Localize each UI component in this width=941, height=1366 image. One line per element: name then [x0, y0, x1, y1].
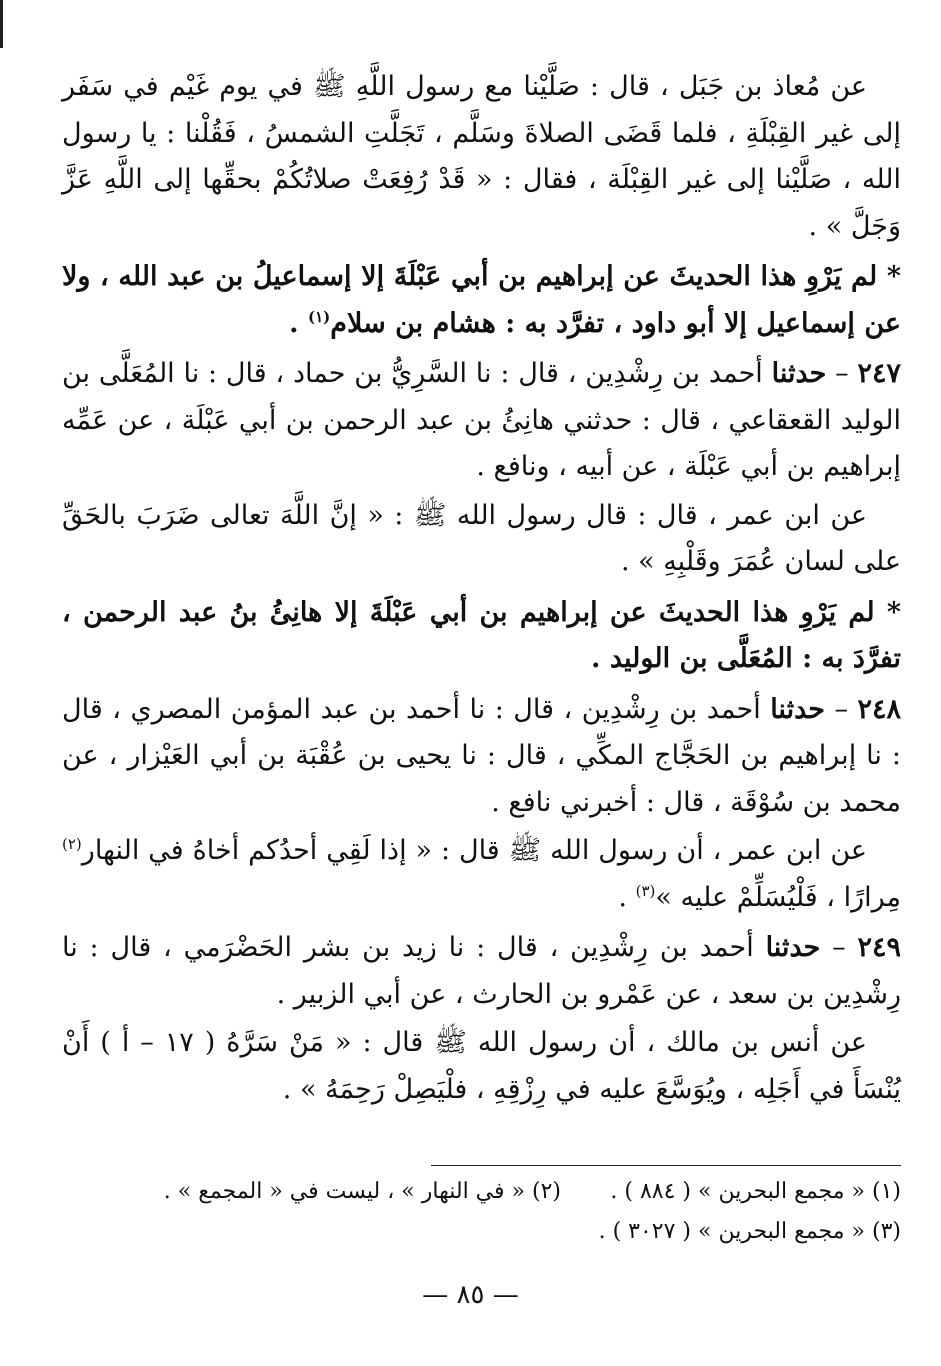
footnote-text: « في النهار » ، ليست في « المجمع » . — [163, 1179, 525, 1204]
footnote-text: « مجمع البحرين » ( ٨٨٤ ) . — [610, 1179, 865, 1204]
isnad-lead: حدثنا — [765, 932, 821, 963]
isnad-text: أحمد بن رِشْدِين ، قال : نا السَّرِيُّ بن حماد ، قال : نا المُعَلَّى بن الوليد القعقاعي ، قال : حدثني هانِئُ بن عبد الرحمن بن أبي عَبْلَة ، عن عَمِّه إبراهيم بن أبي عَبْلَة ، عن أبيه ، ونافع . — [62, 358, 901, 482]
footnotes — [62, 1172, 901, 1252]
hadith-number: ٢٤٨ — [857, 693, 901, 725]
isnad-lead: حدثنا — [770, 693, 825, 725]
dash: – — [832, 932, 846, 963]
hadith-isnad — [62, 925, 901, 1018]
matn-text-continued: مِرارًا ، فَلْيُسَلِّمْ عليه » — [655, 881, 901, 913]
hadith-number: ٢٤٧ — [857, 358, 901, 389]
hadith-isnad — [62, 351, 901, 491]
matn-paragraph — [62, 828, 901, 921]
editor-note — [62, 590, 901, 683]
matn-text: عن أنس بن مالك ، أن رسول الله ﷺ قال : « مَنْ سَرَّهُ ( ١٧ – أ ) أَنْ يُنْسَأَ في أَجَلِه ، ويُوَسَّعَ عليه في رِزْقِهِ ، فلْيَصِلْ رَحِمَهُ » . — [62, 1027, 901, 1105]
footnote-text: « مجمع البحرين » ( ٣٠٢٧ ) . — [598, 1219, 865, 1244]
footnote-row — [62, 1212, 901, 1252]
main-text — [62, 62, 901, 1113]
footnote-row — [62, 1172, 901, 1212]
star-marker: * — [886, 596, 901, 628]
star-marker: * — [886, 261, 901, 292]
matn-tail: . — [618, 881, 627, 913]
matn-text: عن ابن عمر ، أن رسول الله ﷺ قال : « إذا لَقِي أحدُكم أخاهُ في النهار — [81, 835, 867, 866]
footnote-ref[interactable]: (٣) — [635, 881, 656, 900]
footnote-item — [561, 1212, 901, 1252]
footnote-number: (٣) — [871, 1219, 901, 1244]
page-number: — ٨٥ — — [422, 1280, 519, 1310]
footnote-ref[interactable]: (١) — [307, 307, 331, 326]
footnote-number: (٢) — [531, 1179, 561, 1204]
dash: – — [835, 358, 849, 389]
isnad-text: أحمد بن رِشْدِين ، قال : نا أحمد بن عبد المؤمن المصري ، قال : نا إبراهيم بن الحَجَّاج المكِّي ، قال : نا يحيى بن عُقْبَة بن أبي العَيْزار ، عن محمد بن سُوْقَة ، قال : أخبرني نافع . — [62, 693, 901, 818]
hadith-number: ٢٤٩ — [857, 932, 901, 963]
page-edge-mark — [0, 0, 3, 48]
footnote-divider — [431, 1165, 901, 1166]
isnad-text: أحمد بن رِشْدِين ، قال : نا زيد بن بشر الحَضْرَمي ، قال : نا رِشْدِين بن سعد ، عن عَمْرو بن الحارث ، عن أبي الزبير . — [62, 932, 901, 1010]
matn-paragraph — [62, 1020, 901, 1113]
footnote-ref[interactable]: (٢) — [62, 835, 82, 853]
footnote-item — [164, 1172, 561, 1212]
note-tail: . — [289, 307, 299, 339]
isnad-lead: حدثنا — [771, 358, 827, 389]
matn-text: عن مُعاذ بن جَبَل ، قال : صَلَّيْنا مع رسول اللَّهِ ﷺ في يوم غَيْم في سَفَر إلى غير القِبْلَةِ ، فلما قَضَى الصلاةَ وسَلَّم ، تَجَلَّتِ الشمسُ ، فَقُلْنا : يا رسول الله ، صَلَّيْنا إلى غير القِبْلَة ، فقال : « قَدْ رُفِعَتْ صلاتُكُمْ بحقِّها إلى اللَّهِ عَزَّ وَجَلَّ » . — [62, 71, 901, 242]
matn-text: عن ابن عمر ، قال : قال رسول الله ﷺ : « إنَّ اللَّهَ تعالى ضَرَبَ بالحَقِّ على لسان عُمَرَ وقَلْبِهِ » . — [62, 499, 901, 577]
note-text: لم يَرْوِ هذا الحديثَ عن إبراهيم بن أبي عَبْلَةَ إلا إسماعيلُ بن عبد الله ، ولا عن إسماعيل إلا أبو داود ، تفرَّد به : هشام بن سلام — [62, 261, 901, 339]
editor-note — [62, 254, 901, 347]
matn-paragraph — [62, 64, 901, 250]
note-text: لم يَرْوِ هذا الحديثَ عن إبراهيم بن أبي عَبْلَةَ إلا هانِئُ بنُ عبد الرحمن ، تفرَّدَ به : المُعَلَّى بن الوليد . — [62, 596, 901, 674]
dash: – — [834, 693, 848, 725]
footnote-item — [561, 1172, 901, 1212]
footnote-number: (١) — [871, 1179, 901, 1204]
hadith-isnad — [62, 687, 901, 827]
matn-paragraph — [62, 493, 901, 586]
